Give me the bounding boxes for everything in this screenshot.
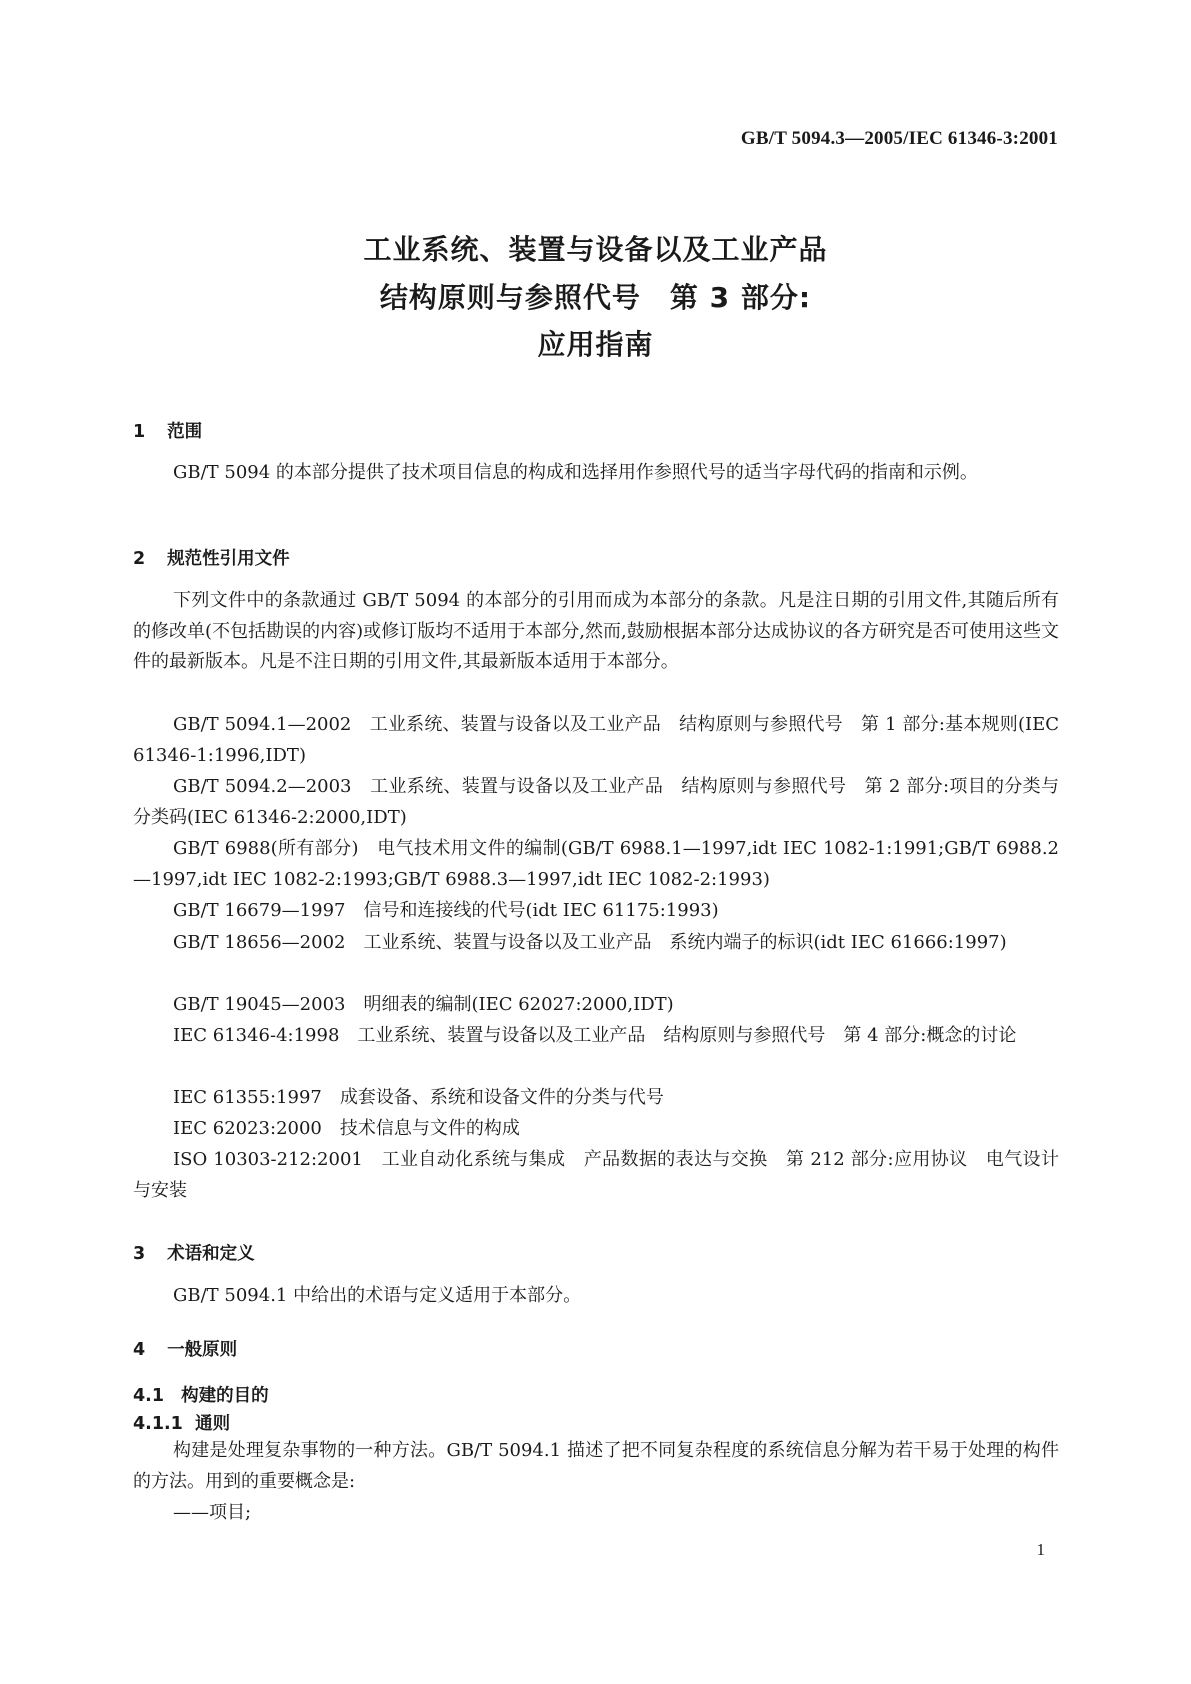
general-paragraph: 构建是处理复杂事物的一种方法。GB/T 5094.1 描述了把不同复杂程度的系统信息分解为若干易于处理的构件的方法。用到的重要概念是:	[133, 1440, 1059, 1492]
reference-entry: GB/T 18656—2002 工业系统、装置与设备以及工业产品 系统内端子的标识(idt IEC 61666:1997)	[173, 932, 1007, 953]
reference-entry: GB/T 5094.2—2003 工业系统、装置与设备以及工业产品 结构原则与参照代号 第 2 部分:项目的分类与分类码(IEC 61346-2:2000,IDT)	[133, 776, 1059, 828]
section-number: 4.1	[133, 1386, 165, 1406]
subsection-heading-purpose	[133, 1382, 269, 1407]
scope-paragraph: GB/T 5094 的本部分提供了技术项目信息的构成和选择用作参照代号的适当字母代码的指南和示例。	[173, 462, 978, 483]
document-title-line-3: 应用指南	[537, 328, 654, 361]
list-item: ——项目;	[173, 1502, 252, 1523]
section-title: 构建的目的	[181, 1386, 269, 1406]
section-title: 规范性引用文件	[167, 549, 290, 569]
reference-entry: GB/T 19045—2003 明细表的编制(IEC 62027:2000,IDT)	[173, 994, 674, 1015]
section-heading-terms	[133, 1240, 255, 1265]
section-number: 2	[133, 549, 146, 569]
section-heading-normative-references	[133, 545, 290, 570]
section-number: 3	[133, 1244, 146, 1264]
references-intro-paragraph: 下列文件中的条款通过 GB/T 5094 的本部分的引用而成为本部分的条款。凡是注日期的引用文件,其随后所有的修改单(不包括勘误的内容)或修订版均不适用于本部分,然而,鼓励根据本部分达成协议的各方研究是否可使用这些文件的最新版本。凡是不注日期的引用文件,其最新版本适用于本部分。	[133, 590, 1059, 672]
subsection-heading-general	[133, 1410, 230, 1435]
section-heading-scope	[133, 418, 202, 443]
section-number: 4	[133, 1340, 146, 1360]
section-title: 术语和定义	[167, 1244, 255, 1264]
section-title: 通则	[195, 1414, 231, 1434]
reference-entry: GB/T 16679—1997 信号和连接线的代号(idt IEC 61175:1993)	[173, 900, 719, 921]
reference-entry: IEC 61346-4:1998 工业系统、装置与设备以及工业产品 结构原则与参照代号 第 4 部分:概念的讨论	[173, 1025, 1017, 1046]
page-number: 1	[1036, 1540, 1045, 1559]
terms-paragraph: GB/T 5094.1 中给出的术语与定义适用于本部分。	[173, 1285, 582, 1306]
document-title-line-2: 结构原则与参照代号 第 3 部分:	[379, 281, 812, 314]
reference-entry: IEC 61355:1997 成套设备、系统和设备文件的分类与代号	[173, 1087, 664, 1108]
section-number: 4.1.1	[133, 1414, 183, 1434]
reference-entry: IEC 62023:2000 技术信息与文件的构成	[173, 1118, 520, 1139]
section-number: 1	[133, 422, 146, 442]
section-title: 范围	[167, 422, 203, 442]
standard-number: GB/T 5094.3—2005/IEC 61346-3:2001	[740, 128, 1058, 149]
section-heading-general-principles	[133, 1336, 237, 1361]
section-title: 一般原则	[167, 1340, 238, 1360]
reference-entry: GB/T 6988(所有部分) 电气技术用文件的编制(GB/T 6988.1—1997,idt IEC 1082-1:1991;GB/T 6988.2—1997,idt IEC 1082-2:1993;GB/T 6988.3—1997,idt IEC 1082-2:1993)	[133, 838, 1059, 890]
document-title-line-1: 工业系统、装置与设备以及工业产品	[363, 233, 828, 266]
reference-entry: GB/T 5094.1—2002 工业系统、装置与设备以及工业产品 结构原则与参照代号 第 1 部分:基本规则(IEC 61346-1:1996,IDT)	[133, 714, 1065, 766]
reference-entry: ISO 10303-212:2001 工业自动化系统与集成 产品数据的表达与交换 第 212 部分:应用协议 电气设计与安装	[133, 1149, 1059, 1201]
